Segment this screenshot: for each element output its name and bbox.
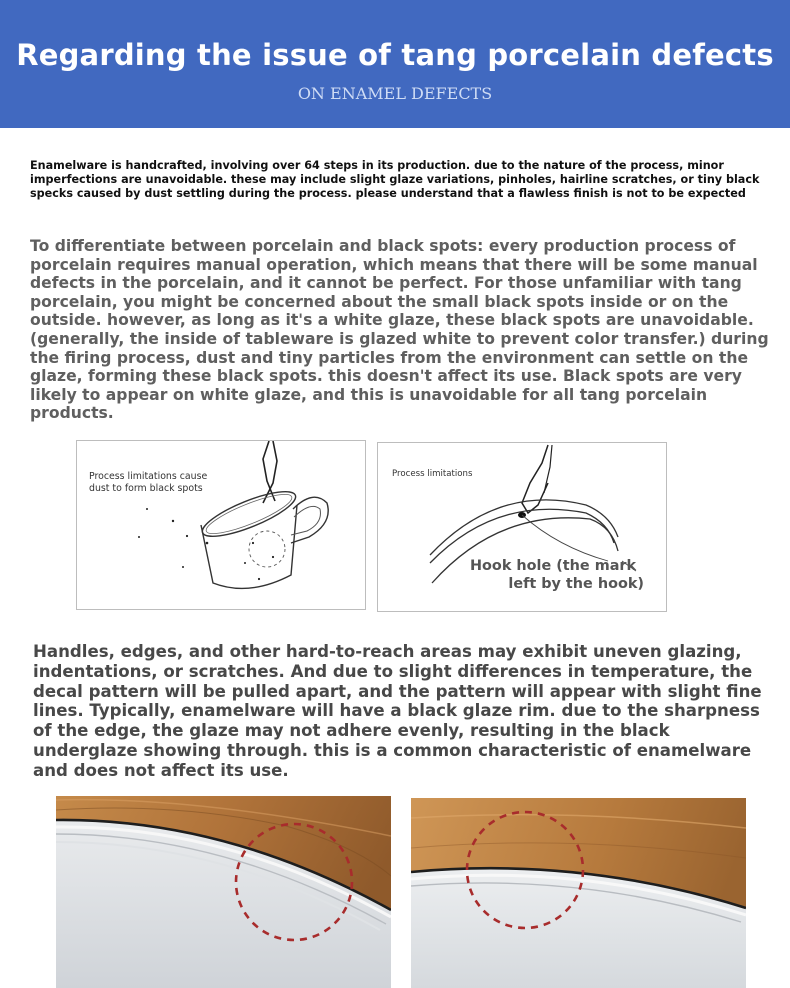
intro-paragraph: Enamelware is handcrafted, involving over 64 steps in its production. due to the nature of the process, minor imperfections are unavoidable. these may include slight glaze variations, pinholes, hairline scratches, or tiny black specks caused by dust settling during the process. please understand that a flawless finish is not to be expected: [30, 159, 760, 200]
mug-diagram-illustration: [77, 441, 365, 609]
page-subtitle: ON ENAMEL DEFECTS: [297, 84, 493, 103]
glaze-rim-paragraph: Handles, edges, and other hard-to-reach areas may exhibit uneven glazing, indentations, or scratches. And due to slight differences in temperature, the decal pattern will be pulled apart, and the pattern will appear with slight fine lines. Typically, enamelware will have a black glaze rim. due to the sharpness of the edge, the glaze may not adhere evenly, resulting in the black underglaze showing through. this is a common characteristic of enamelware and does not affect its use.: [33, 642, 762, 780]
hook-callout: [462, 557, 644, 593]
mug-label-line1: Process limitations cause: [89, 471, 208, 482]
plate-rim-illustration-right: [411, 798, 746, 988]
plate-rim-photo-left: [56, 796, 391, 988]
hook-diagram-label: Process limitations: [392, 469, 473, 479]
black-spots-paragraph: To differentiate between porcelain and black spots: every production process of porcelain requires manual operation, which means that there will be some manual defects in the porcelain, and it cannot be perfect. For those unfamiliar with tang porcelain, you might be concerned about the small black spots inside or on the outside. however, as long as it's a white glaze, these black spots are unavoidable. (generally, the inside of tableware is glazed white to prevent color transfer.) during the firing process, dust and tiny particles from the environment can settle on the glaze, forming these black spots. this doesn't affect its use. Black spots are very likely to appear on white glaze, and this is unavoidable for all tang porcelain products.: [30, 237, 769, 423]
plate-rim-illustration-left: [56, 796, 391, 988]
mug-label-line2: dust to form black spots: [89, 483, 203, 494]
mug-diagram-panel: [76, 440, 366, 610]
page-title: Regarding the issue of tang porcelain defects: [16, 38, 774, 72]
hook-callout-line1: Hook hole (the mark: [470, 558, 637, 574]
hook-diagram-panel: [377, 442, 667, 612]
hook-callout-line2: left by the hook): [508, 576, 644, 592]
header-banner: [0, 0, 790, 128]
mug-diagram-label: [89, 471, 207, 495]
plate-rim-photo-right: [411, 798, 746, 988]
